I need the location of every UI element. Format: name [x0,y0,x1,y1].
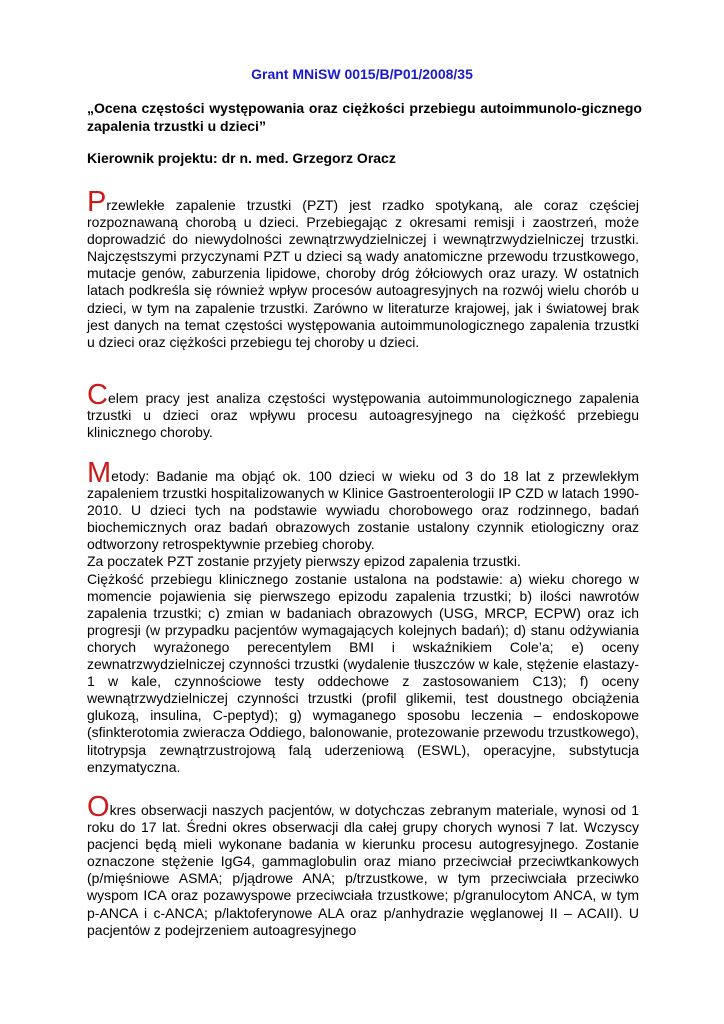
paragraph-text: etody: Badanie ma objąć ok. 100 dzieci w wieku od 3 do 18 lat z przewlekłym zapaleniem trzustki hospitalizowanych w Klinice Gastroenterologii IP CZD w latach 1990-2010. U dzieci tych na podstawie wywiadu chorobowego oraz rodzinnego, badań biochemicznych oraz badań obrazowych zostanie ustalony czynnik etiologiczny oraz odtworzony retrospektywnie przebieg choroby. [87,468,639,553]
grant-number: Grant MNiSW 0015/B/P01/2008/35 [251,66,473,82]
drop-initial: O [87,791,110,823]
drop-initial: M [87,457,112,489]
paragraph-methods [87,457,639,776]
paragraph-line: Za poczatek PZT zostanie przyjety pierwszy epizod zapalenia trzustki. [87,553,521,570]
paragraph-aim [87,379,639,441]
paragraph-introduction [87,186,639,351]
project-leader: Kierownik projektu: dr n. med. Grzegorz Oracz [87,150,396,166]
paragraph-text: elem pracy jest analiza częstości występowania autoimmunologicznego zapalenia trzustki u dzieci oraz wpływu procesu autoagresyjnego na ciężkość przebiegu klinicznego choroby. [87,390,639,441]
paragraph-text: kres obserwacji naszych pacjentów, w dotychczas zebranym materiale, wynosi od 1 roku do 17 lat. Średni okres obserwacji dla całej grupy chorych wynosi 7 lat. Wczyscy pacjenci będą mieli wykonane badania w kierunku procesu autogresyjnego. Zostanie oznaczone stężenie IgG4, gammaglobulin oraz miano przeciwciał przeciwtkankowych (p/mięśniowe ASMA; p/jądrowe ANA; p/trzustkowe, w tym przeciwciała przeciwko wyspom ICA oraz pozawyspowe przeciwciała trzustkowe; p/granulocytom ANCA, w tym p-ANCA i c-ANCA; p/laktoferynowe ALA oraz p/anhydrazie węglanowej II – ACAII). U pacjentów z podejrzeniem autoagresyjnego [87,802,639,938]
paragraph-text-continued: Ciężkość przebiegu klinicznego zostanie ustalona na podstawie: a) wieku chorego w momencie pojawienia się pierwszego epizodu zapalenia trzustki; b) ilości nawrotów zapalenia trzustki; c) zmian w badaniach obrazowych (USG, MRCP, ECPW) oraz ich progresji (w przypadku pacjentów wymagających kolejnych badań); d) stanu odżywiania chorych wyrażonego perecentylem BMI i wskaźnikiem Cole’a; e) oceny zewnatrzwydzielniczej czynności trzustki (wydalenie tłuszczów w kale, stężenie elastazy-1 w kale, czynnościowe testy oddechowe z zastosowaniem C13); f) oceny wewnątrzwydzielniczej czynności trzustki (profil glikemii, test doustnego obciążenia glukozą, insulina, C-peptyd); g) wymaganego sposobu leczenia – endoskopowe (sfinkterotomia zwieracza Oddiego, balonowanie, protezowanie przewodu trzustkowego), litotrypsja zewnątrzustrojową falą uderzeniową (ESWL), operacyjne, substytucja enzymatyczna. [87,570,639,775]
drop-initial: C [87,379,108,411]
project-title: „Ocena częstości występowania oraz ciężkości przebiegu autoimmunolo-gicznego zapalenia trzustki u dzieci” [87,100,642,134]
paragraph-text: rzewlekłe zapalenie trzustki (PZT) jest rzadko spotykaną, ale coraz częściej rozpoznawaną chorobą u dzieci. Przebiegając z okresami remisji i zaostrzeń, może doprowadzić do niewydolności zewnątrzwydzielniczej i wewnątrzwydzielniczej trzustki. Najczęstszymi przyczynami PZT u dzieci są wady anatomiczne przewodu trzustkowego, mutacje genów, zaburzenia lipidowe, choroby dróg żółciowych oraz urazy. W ostatnich latach podkreśla się również wpływ procesów autoagresyjnych na rozwój wielu chorób u dzieci, w tym na zapalenie trzustki. Zarówno w literaturze krajowej, jak i światowej brak jest danych na temat częstości występowania autoimmunologicznego zapalenia trzustki u dzieci oraz ciężkości przebiegu tej choroby u dzieci. [87,197,639,350]
paragraph-observation [87,791,639,939]
drop-initial: P [87,186,107,218]
